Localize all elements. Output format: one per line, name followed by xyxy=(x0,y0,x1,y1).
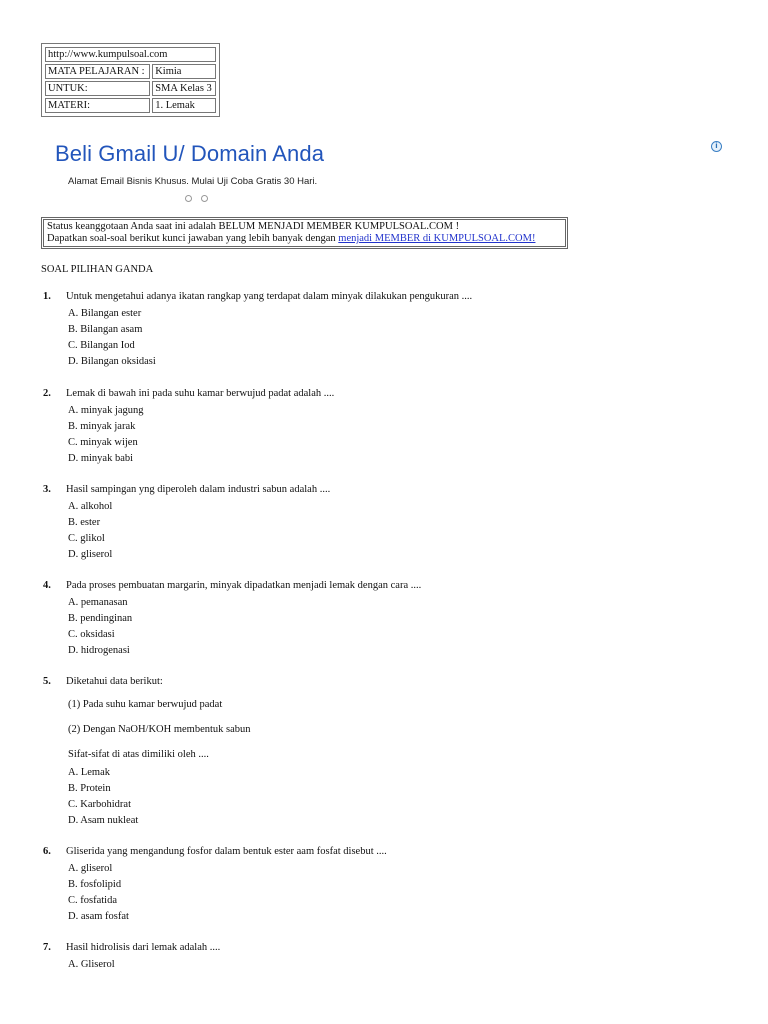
option-list xyxy=(68,595,733,659)
info-label: MATA PELAJARAN : xyxy=(45,64,150,79)
question-1 xyxy=(43,290,733,370)
option-d: D. asam fosfat xyxy=(68,911,129,922)
question-5 xyxy=(43,675,733,829)
question-text: Lemak di bawah ini pada suhu kamar berwujud padat adalah .... xyxy=(66,388,335,399)
question-number: 6. xyxy=(43,846,51,857)
question-4 xyxy=(43,579,733,659)
option-d: D. Bilangan oksidasi xyxy=(68,356,156,367)
info-row xyxy=(45,81,216,96)
info-row xyxy=(45,98,216,113)
info-value: SMA Kelas 3 xyxy=(152,81,216,96)
question-6 xyxy=(43,845,733,925)
status-line: Status keanggotaan Anda saat ini adalah BELUM MENJADI MEMBER KUMPULSOAL.COM ! xyxy=(47,221,460,232)
option-b: B. minyak jarak xyxy=(68,421,136,432)
option-a: A. Gliserol xyxy=(68,959,115,970)
membership-status-box xyxy=(41,217,568,249)
option-c: C. minyak wijen xyxy=(68,437,138,448)
option-list xyxy=(68,403,733,467)
option-d: D. gliserol xyxy=(68,549,113,560)
question-7 xyxy=(43,941,733,973)
option-a: A. pemanasan xyxy=(68,597,128,608)
ad-subtitle: Alamat Email Bisnis Khusus. Mulai Uji Coba Gratis 30 Hari. xyxy=(68,176,318,187)
question-text: Diketahui data berikut: xyxy=(66,676,163,687)
option-a: A. Bilangan ester xyxy=(68,308,142,319)
option-b: B. ester xyxy=(68,517,101,528)
option-b: B. fosfolipid xyxy=(68,879,122,890)
ad-info-icon[interactable]: i xyxy=(711,141,722,152)
question-number: 4. xyxy=(43,580,51,591)
question-number: 1. xyxy=(43,291,51,302)
option-list xyxy=(68,861,733,925)
question-text: Hasil hidrolisis dari lemak adalah .... xyxy=(66,942,221,953)
info-row xyxy=(45,47,216,62)
ad-title-link[interactable]: Beli Gmail U/ Domain Anda xyxy=(55,141,325,166)
site-url[interactable]: http://www.kumpulsoal.com xyxy=(45,47,216,62)
section-title: SOAL PILIHAN GANDA xyxy=(41,264,154,275)
option-d: D. hidrogenasi xyxy=(68,645,130,656)
option-list xyxy=(68,957,733,973)
option-c: C. oksidasi xyxy=(68,629,115,640)
info-value: 1. Lemak xyxy=(152,98,216,113)
option-c: C. Karbohidrat xyxy=(68,799,131,810)
status-cta-line xyxy=(47,233,562,245)
question-text: Pada proses pembuatan margarin, minyak dipadatkan menjadi lemak dengan cara .... xyxy=(66,580,422,591)
ad-carousel-dots xyxy=(185,195,208,202)
option-a: A. Lemak xyxy=(68,767,110,778)
status-cta-text: Dapatkan soal-soal berikut kunci jawaban yang lebih banyak dengan xyxy=(47,233,339,244)
option-a: A. gliserol xyxy=(68,863,113,874)
question-number: 2. xyxy=(43,388,51,399)
option-d: D. Asam nukleat xyxy=(68,815,139,826)
option-a: A. alkohol xyxy=(68,501,113,512)
statement-2: (2) Dengan NaOH/KOH membentuk sabun xyxy=(68,724,251,735)
question-text: Gliserida yang mengandung fosfor dalam bentuk ester aam fosfat disebut .... xyxy=(66,846,387,857)
statement-list xyxy=(68,697,733,763)
statement-prompt: Sifat-sifat di atas dimiliki oleh .... xyxy=(68,749,209,760)
question-3 xyxy=(43,483,733,563)
option-b: B. pendinginan xyxy=(68,613,133,624)
question-number: 5. xyxy=(43,676,51,687)
carousel-dot[interactable] xyxy=(201,195,208,202)
info-row xyxy=(45,64,216,79)
option-list xyxy=(68,499,733,563)
option-a: A. minyak jagung xyxy=(68,405,144,416)
question-text: Untuk mengetahui adanya ikatan rangkap yang terdapat dalam minyak dilakukan pengukuran .... xyxy=(66,291,473,302)
option-c: C. glikol xyxy=(68,533,105,544)
option-list xyxy=(68,765,733,829)
question-number: 7. xyxy=(43,942,51,953)
question-2 xyxy=(43,387,733,467)
option-list xyxy=(68,306,733,370)
option-c: C. fosfatida xyxy=(68,895,117,906)
carousel-dot[interactable] xyxy=(185,195,192,202)
info-label: UNTUK: xyxy=(45,81,150,96)
question-text: Hasil sampingan yng diperoleh dalam industri sabun adalah .... xyxy=(66,484,331,495)
option-b: B. Protein xyxy=(68,783,111,794)
info-label: MATERI: xyxy=(45,98,150,113)
member-link[interactable]: menjadi MEMBER di KUMPULSOAL.COM! xyxy=(338,233,536,244)
statement-1: (1) Pada suhu kamar berwujud padat xyxy=(68,699,223,710)
info-table xyxy=(41,43,220,117)
option-d: D. minyak babi xyxy=(68,453,134,464)
option-c: C. Bilangan Iod xyxy=(68,340,135,351)
info-value: Kimia xyxy=(152,64,216,79)
question-number: 3. xyxy=(43,484,51,495)
option-b: B. Bilangan asam xyxy=(68,324,143,335)
